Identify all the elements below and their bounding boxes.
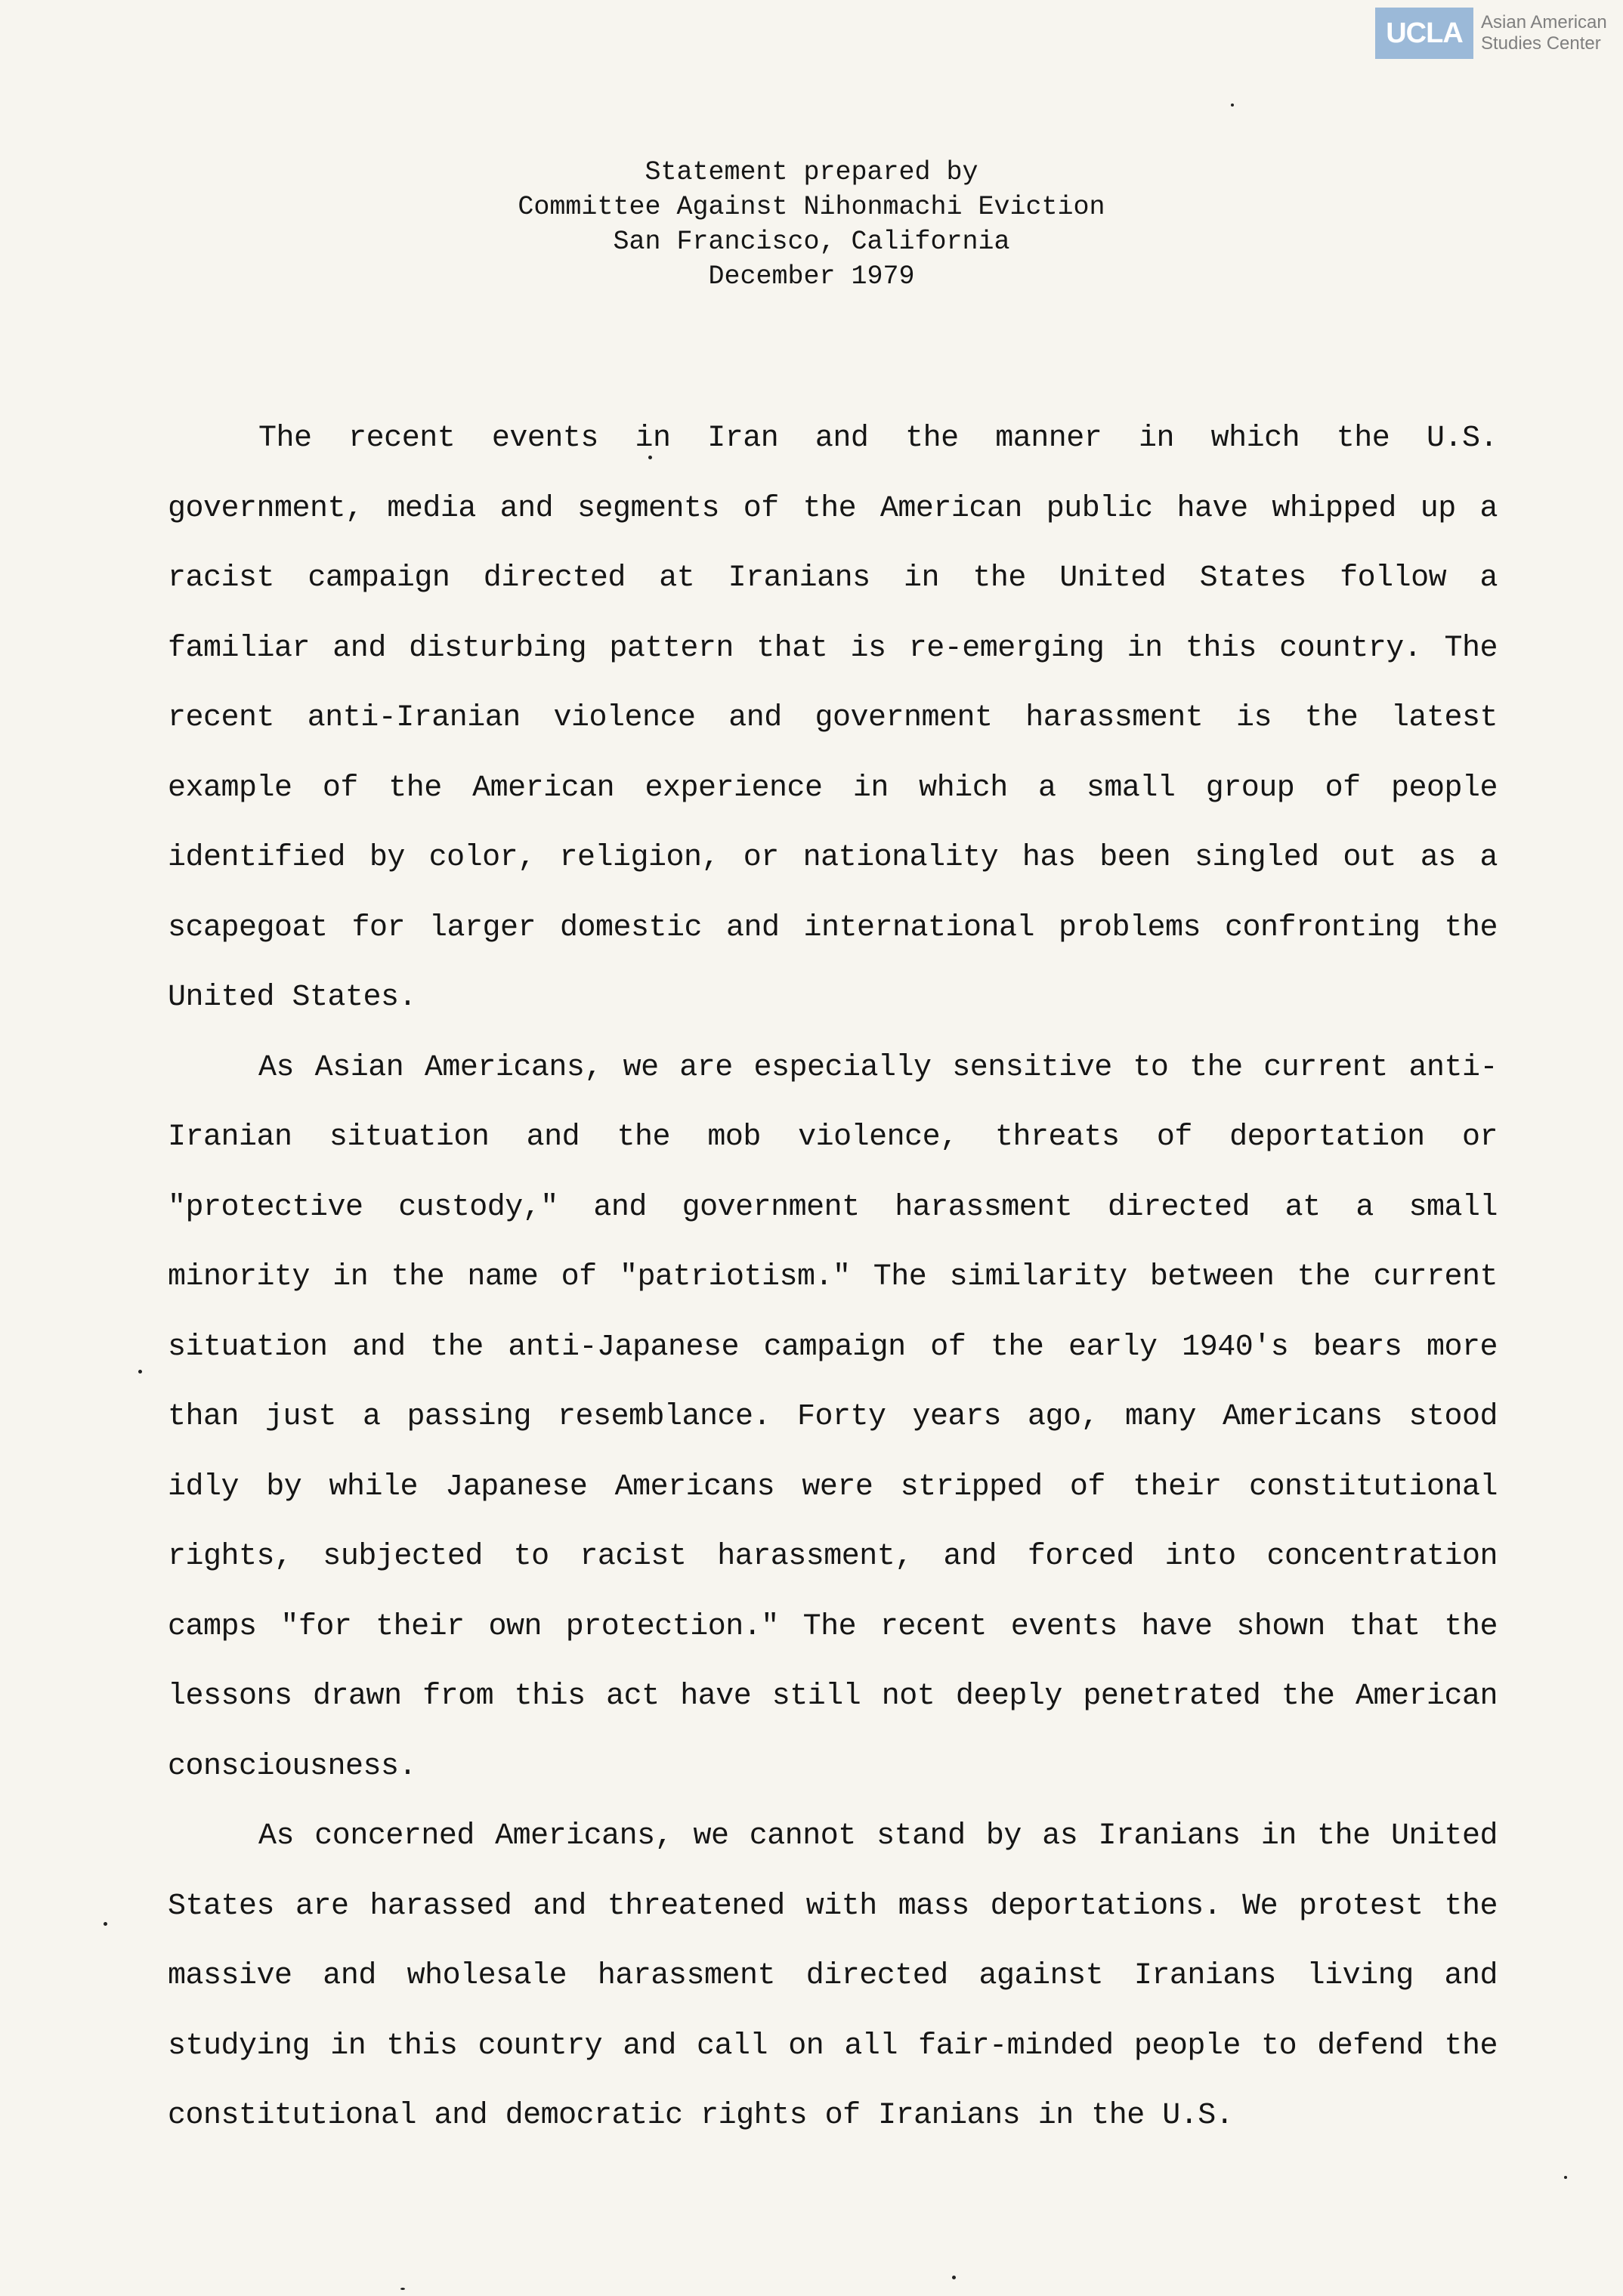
header-line-date: December 1979 <box>708 261 915 292</box>
header-line-committee: Committee Against Nihonmachi Eviction <box>518 192 1105 222</box>
paragraph-2: As Asian Americans, we are especially sensitive to the current anti-Iranian situation and the mob violence, threats of deportation or "protective custody," and government harassment directed at a small minority in the name of "patriotism." The similarity between the current situation and the anti-Japanese campaign of the early 1940's bears more than just a passing resemblance. Forty years ago, many Americans stood idly by while Japanese Americans were stripped of their constitutional rights, subjected to racist harassment, and forced into concentration camps "for their own protection." The recent events have shown that the lessons drawn from this act have still not deeply penetrated the American consciousness. <box>168 1050 1498 1784</box>
ink-speck <box>1564 2176 1567 2179</box>
statement-body <box>168 404 1498 2152</box>
ink-speck <box>648 456 652 459</box>
paragraph-1: The recent events in Iran and the manner in which the U.S. government, media and segments of the American public have whipped up a racist campaign directed at Iranians in the United States follow a familiar and disturbing pattern that is re-emerging in this country. The recent anti-Iranian violence and government harassment is the latest example of the American experience in which a small group of people identified by color, religion, or nationality has been singled out as a scapegoat for larger domestic and international problems confronting the United States. <box>168 422 1498 1015</box>
ucla-logo-mark: UCLA <box>1375 8 1473 59</box>
paragraph-3: As concerned Americans, we cannot stand by as Iranians in the United States are harassed and threatened with mass deportations. We protest the massive and wholesale harassment directed against Iranians living and studying in this country and call on all fair-minded people to defend the constitutional and democratic rights of Iranians in the U.S. <box>168 1819 1498 2133</box>
header-line-prepared-by: Statement prepared by <box>645 157 978 187</box>
ink-speck <box>104 1922 107 1926</box>
ink-speck <box>400 2288 405 2290</box>
statement-header <box>0 155 1623 294</box>
ink-speck <box>138 1370 142 1374</box>
ucla-aasc-logo <box>1375 8 1607 59</box>
center-label-line-2: Studies Center <box>1481 33 1601 54</box>
ink-speck <box>952 2276 956 2279</box>
center-label-line-1: Asian American <box>1481 12 1607 32</box>
asian-american-studies-center-label <box>1481 12 1607 54</box>
header-line-location: San Francisco, California <box>613 227 1010 257</box>
ink-speck <box>1231 104 1234 107</box>
